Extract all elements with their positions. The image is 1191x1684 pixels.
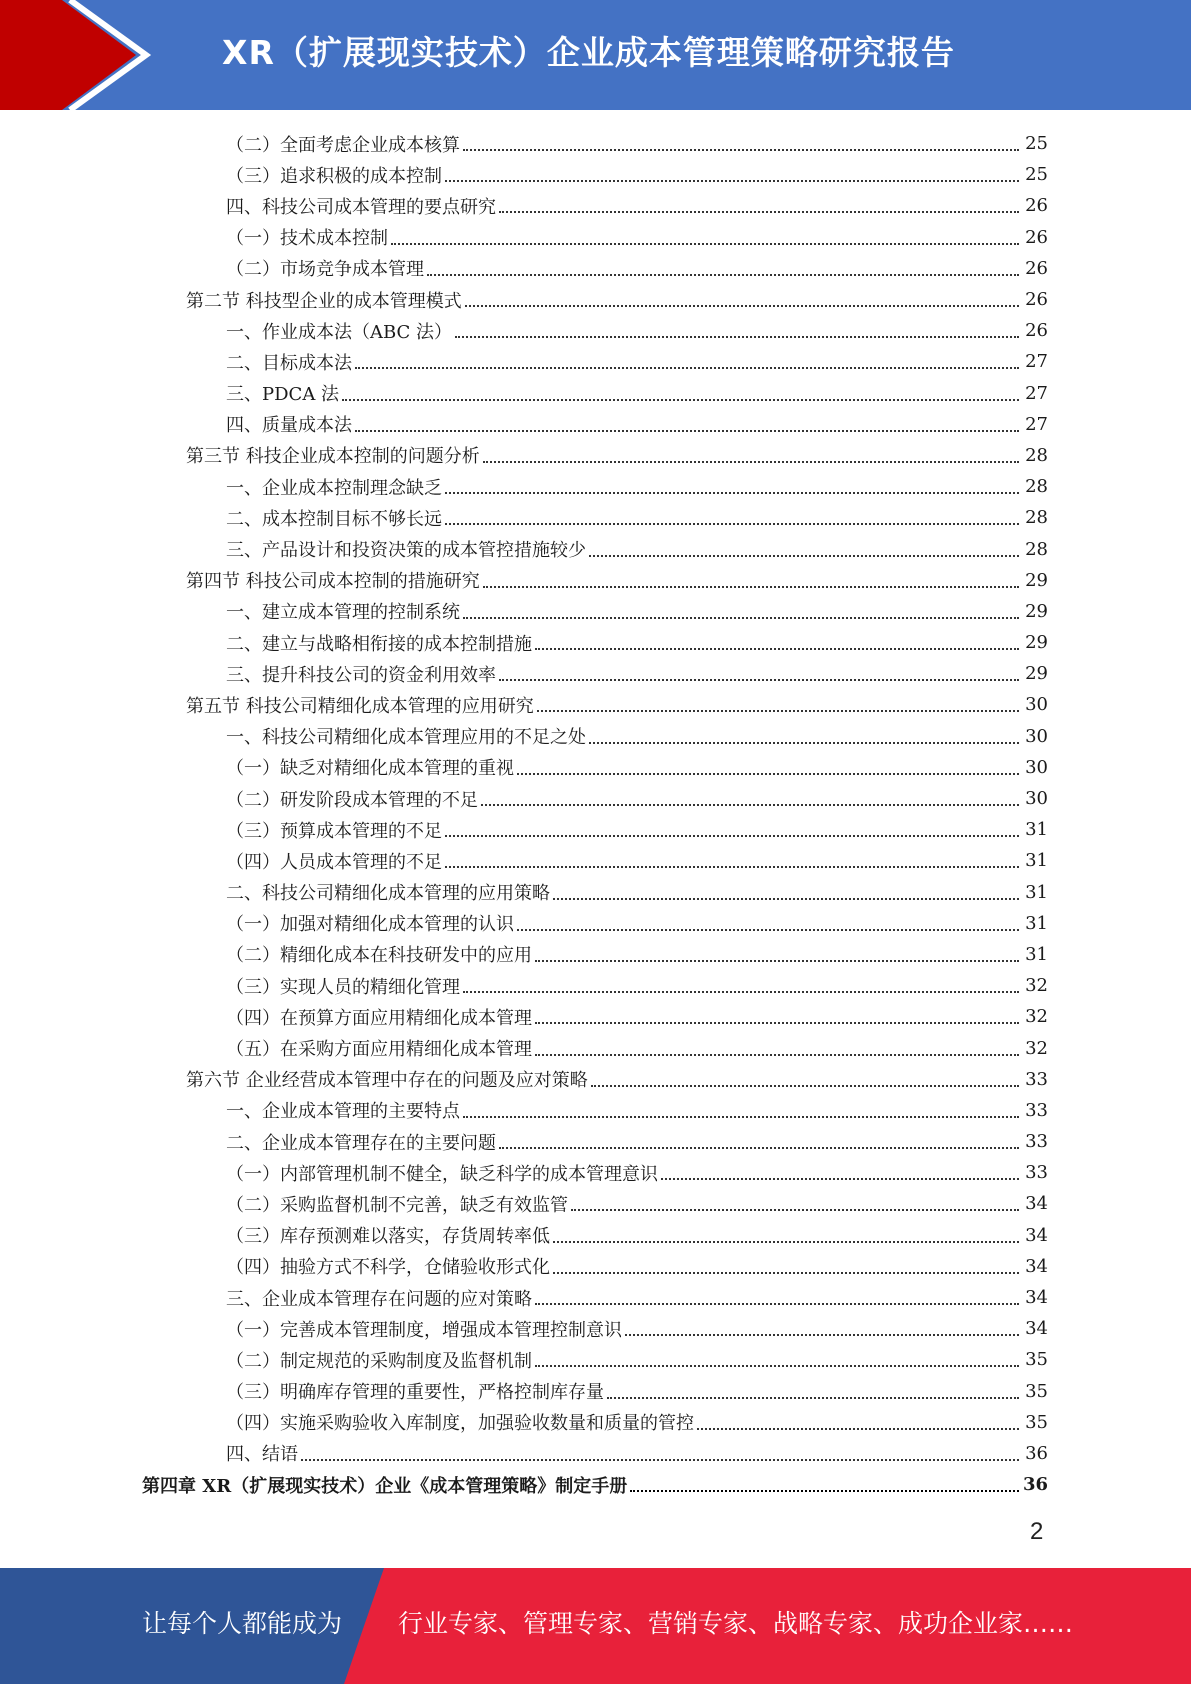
toc-entry-page: 34 xyxy=(1025,1318,1048,1340)
toc-entry-label: 二、目标成本法 xyxy=(226,352,352,374)
toc-entry-label: 一、企业成本控制理念缺乏 xyxy=(226,477,442,499)
toc-entry[interactable] xyxy=(0,190,1191,221)
toc-dot-leader xyxy=(535,1021,1019,1024)
toc-entry-page: 33 xyxy=(1025,1131,1048,1153)
toc-entry[interactable] xyxy=(0,1157,1191,1188)
toc-entry-label: 三、产品设计和投资决策的成本管控措施较少 xyxy=(226,540,586,562)
toc-entry[interactable] xyxy=(0,1376,1191,1407)
toc-entry-page: 26 xyxy=(1025,257,1048,279)
toc-dot-leader xyxy=(630,1489,1019,1492)
toc-entry-label: 第四节 科技公司成本控制的措施研究 xyxy=(186,571,480,593)
toc-entry-page: 34 xyxy=(1025,1287,1048,1309)
toc-entry-label: 三、提升科技公司的资金利用效率 xyxy=(226,664,496,686)
toc-entry-label: 二、建立与战略相衔接的成本控制措施 xyxy=(226,633,532,655)
toc-entry-label: 第四章 XR（扩展现实技术）企业《成本管理策略》制定手册 xyxy=(142,1475,628,1497)
toc-entry-label: 四、质量成本法 xyxy=(226,415,352,437)
toc-dot-leader xyxy=(445,491,1019,494)
toc-entry[interactable] xyxy=(0,1064,1191,1095)
toc-entry[interactable] xyxy=(0,877,1191,908)
toc-dot-leader xyxy=(589,554,1019,557)
toc-dot-leader xyxy=(445,865,1019,868)
toc-entry-page: 33 xyxy=(1025,1162,1048,1184)
table-of-contents xyxy=(0,128,1191,1500)
page-number: 2 xyxy=(1030,1518,1044,1545)
toc-dot-leader xyxy=(571,1208,1019,1211)
toc-entry-label: （二）精细化成本在科技研发中的应用 xyxy=(226,945,532,967)
toc-entry-page: 31 xyxy=(1025,819,1048,841)
toc-entry-label: 二、成本控制目标不够长远 xyxy=(226,508,442,530)
toc-entry[interactable] xyxy=(0,222,1191,253)
toc-entry-label: 一、企业成本管理的主要特点 xyxy=(226,1101,460,1123)
toc-entry-label: （一）完善成本管理制度，增强成本管理控制意识 xyxy=(226,1319,622,1341)
toc-dot-leader xyxy=(483,585,1019,588)
toc-entry-page: 28 xyxy=(1025,444,1048,466)
toc-entry-page: 34 xyxy=(1025,1193,1048,1215)
toc-entry[interactable] xyxy=(0,128,1191,159)
toc-entry-page: 35 xyxy=(1025,1349,1048,1371)
toc-entry-label: （三）追求积极的成本控制 xyxy=(226,165,442,187)
toc-entry-label: （四）实施采购验收入库制度，加强验收数量和质量的管控 xyxy=(226,1413,694,1435)
toc-entry[interactable] xyxy=(0,1407,1191,1438)
toc-dot-leader xyxy=(355,366,1019,369)
toc-dot-leader xyxy=(697,1427,1019,1430)
toc-entry-page: 27 xyxy=(1025,413,1048,435)
toc-dot-leader xyxy=(463,1115,1019,1118)
toc-entry-page: 36 xyxy=(1025,1442,1048,1464)
toc-entry[interactable] xyxy=(0,845,1191,876)
toc-dot-leader xyxy=(355,429,1019,432)
toc-entry[interactable] xyxy=(0,346,1191,377)
toc-entry-label: （四）人员成本管理的不足 xyxy=(226,851,442,873)
toc-entry-label: 四、科技公司成本管理的要点研究 xyxy=(226,196,496,218)
toc-dot-leader xyxy=(463,148,1019,151)
toc-entry-label: 第六节 企业经营成本管理中存在的问题及应对策略 xyxy=(186,1070,588,1092)
toc-dot-leader xyxy=(625,1333,1019,1336)
toc-entry-label: （三）预算成本管理的不足 xyxy=(226,820,442,842)
toc-entry[interactable] xyxy=(0,1220,1191,1251)
toc-dot-leader xyxy=(445,522,1019,525)
toc-dot-leader xyxy=(517,772,1019,775)
toc-entry-page: 32 xyxy=(1025,1006,1048,1028)
toc-entry-page: 29 xyxy=(1025,632,1048,654)
toc-entry[interactable] xyxy=(0,1126,1191,1157)
toc-entry[interactable] xyxy=(0,1095,1191,1126)
toc-entry-label: （二）研发阶段成本管理的不足 xyxy=(226,789,478,811)
toc-entry-page: 26 xyxy=(1025,289,1048,311)
toc-dot-leader xyxy=(535,647,1019,650)
toc-entry-label: （三）明确库存管理的重要性，严格控制库存量 xyxy=(226,1382,604,1404)
footer-slogan-right: 行业专家、管理专家、营销专家、战略专家、成功企业家…… xyxy=(398,1609,1074,1638)
page-footer xyxy=(0,1568,1191,1684)
toc-entry[interactable] xyxy=(0,689,1191,720)
toc-dot-leader xyxy=(463,616,1019,619)
toc-entry-label: （三）实现人员的精细化管理 xyxy=(226,976,460,998)
toc-entry-label: （四）在预算方面应用精细化成本管理 xyxy=(226,1007,532,1029)
toc-entry[interactable] xyxy=(0,596,1191,627)
toc-entry-label: 第三节 科技企业成本控制的问题分析 xyxy=(186,446,480,468)
toc-entry[interactable] xyxy=(0,409,1191,440)
toc-entry-label: （一）内部管理机制不健全，缺乏科学的成本管理意识 xyxy=(226,1163,658,1185)
toc-entry[interactable] xyxy=(0,1344,1191,1375)
toc-dot-leader xyxy=(517,928,1019,931)
toc-entry-page: 27 xyxy=(1025,351,1048,373)
toc-entry-page: 28 xyxy=(1025,507,1048,529)
toc-entry[interactable] xyxy=(0,1251,1191,1282)
report-title: XR（扩展现实技术）企业成本管理策略研究报告 xyxy=(222,33,955,72)
toc-dot-leader xyxy=(607,1396,1019,1399)
toc-entry[interactable] xyxy=(0,1188,1191,1219)
toc-entry-page: 28 xyxy=(1025,476,1048,498)
toc-entry-page: 30 xyxy=(1025,788,1048,810)
toc-entry-page: 30 xyxy=(1025,694,1048,716)
toc-entry[interactable] xyxy=(0,939,1191,970)
toc-dot-leader xyxy=(445,179,1019,182)
toc-entry-label: （二）全面考虑企业成本核算 xyxy=(226,134,460,156)
toc-entry-label: 一、作业成本法（ABC 法） xyxy=(226,321,453,343)
toc-dot-leader xyxy=(553,1271,1019,1274)
toc-entry[interactable] xyxy=(0,378,1191,409)
toc-dot-leader xyxy=(535,1364,1019,1367)
toc-entry[interactable] xyxy=(0,1469,1191,1500)
toc-entry[interactable] xyxy=(0,814,1191,845)
toc-entry-label: 四、结语 xyxy=(226,1444,298,1466)
toc-entry[interactable] xyxy=(0,471,1191,502)
toc-entry[interactable] xyxy=(0,565,1191,596)
toc-entry-label: 三、PDCA 法 xyxy=(226,384,340,406)
toc-entry-page: 29 xyxy=(1025,569,1048,591)
toc-entry-page: 31 xyxy=(1025,881,1048,903)
toc-entry-label: 二、企业成本管理存在的主要问题 xyxy=(226,1132,496,1154)
toc-entry-label: （一）缺乏对精细化成本管理的重视 xyxy=(226,758,514,780)
toc-entry[interactable] xyxy=(0,1032,1191,1063)
toc-entry-page: 36 xyxy=(1022,1474,1048,1496)
toc-dot-leader xyxy=(499,1146,1019,1149)
toc-entry[interactable] xyxy=(0,658,1191,689)
toc-entry-page: 25 xyxy=(1025,133,1048,155)
toc-entry[interactable] xyxy=(0,440,1191,471)
toc-entry-page: 32 xyxy=(1025,1037,1048,1059)
toc-entry[interactable] xyxy=(0,908,1191,939)
toc-dot-leader xyxy=(499,210,1019,213)
toc-entry-label: （四）抽验方式不科学，仓储验收形式化 xyxy=(226,1257,550,1279)
toc-entry-page: 35 xyxy=(1025,1411,1048,1433)
toc-entry-label: （一）技术成本控制 xyxy=(226,228,388,250)
toc-dot-leader xyxy=(427,273,1019,276)
toc-entry-page: 26 xyxy=(1025,226,1048,248)
toc-entry[interactable] xyxy=(0,284,1191,315)
toc-entry-page: 31 xyxy=(1025,943,1048,965)
toc-entry-label: （二）制定规范的采购制度及监督机制 xyxy=(226,1350,532,1372)
toc-entry-label: 二、科技公司精细化成本管理的应用策略 xyxy=(226,883,550,905)
toc-dot-leader xyxy=(391,242,1019,245)
toc-entry-page: 35 xyxy=(1025,1380,1048,1402)
toc-entry-page: 29 xyxy=(1025,663,1048,685)
toc-dot-leader xyxy=(535,959,1019,962)
toc-entry-page: 26 xyxy=(1025,195,1048,217)
toc-entry[interactable] xyxy=(0,752,1191,783)
page-header xyxy=(0,0,1191,110)
toc-entry-page: 30 xyxy=(1025,756,1048,778)
toc-entry[interactable] xyxy=(0,1001,1191,1032)
toc-entry[interactable] xyxy=(0,533,1191,564)
toc-entry-page: 33 xyxy=(1025,1099,1048,1121)
toc-entry-page: 33 xyxy=(1025,1068,1048,1090)
toc-entry[interactable] xyxy=(0,1313,1191,1344)
toc-dot-leader xyxy=(445,834,1019,837)
toc-dot-leader xyxy=(553,897,1019,900)
toc-entry-label: 三、企业成本管理存在问题的应对策略 xyxy=(226,1288,532,1310)
toc-entry-label: 一、建立成本管理的控制系统 xyxy=(226,602,460,624)
toc-dot-leader xyxy=(591,1084,1019,1087)
toc-entry-page: 31 xyxy=(1025,850,1048,872)
toc-dot-leader xyxy=(465,304,1019,307)
toc-entry-label: （一）加强对精细化成本管理的认识 xyxy=(226,914,514,936)
toc-dot-leader xyxy=(455,335,1019,338)
toc-entry-page: 31 xyxy=(1025,912,1048,934)
toc-entry-page: 25 xyxy=(1025,164,1048,186)
toc-entry[interactable] xyxy=(0,253,1191,284)
toc-entry-page: 27 xyxy=(1025,382,1048,404)
toc-dot-leader xyxy=(661,1177,1019,1180)
toc-dot-leader xyxy=(301,1458,1019,1461)
toc-entry-page: 32 xyxy=(1025,975,1048,997)
toc-dot-leader xyxy=(535,1302,1019,1305)
toc-entry-label: （三）库存预测难以落实，存货周转率低 xyxy=(226,1226,550,1248)
toc-dot-leader xyxy=(342,398,1019,401)
toc-entry-label: （五）在采购方面应用精细化成本管理 xyxy=(226,1039,532,1061)
toc-dot-leader xyxy=(537,709,1019,712)
toc-entry[interactable] xyxy=(0,502,1191,533)
toc-dot-leader xyxy=(483,460,1019,463)
toc-entry-label: 一、科技公司精细化成本管理应用的不足之处 xyxy=(226,727,586,749)
toc-dot-leader xyxy=(463,990,1019,993)
toc-dot-leader xyxy=(589,741,1019,744)
toc-entry[interactable] xyxy=(0,159,1191,190)
toc-entry[interactable] xyxy=(0,1438,1191,1469)
toc-entry-label: （二）采购监督机制不完善，缺乏有效监管 xyxy=(226,1194,568,1216)
toc-dot-leader xyxy=(481,803,1019,806)
toc-entry-page: 34 xyxy=(1025,1255,1048,1277)
toc-dot-leader xyxy=(499,678,1019,681)
toc-entry-label: 第二节 科技型企业的成本管理模式 xyxy=(186,290,462,312)
footer-slogan-left: 让每个人都能成为 xyxy=(142,1609,343,1638)
toc-dot-leader xyxy=(553,1240,1019,1243)
toc-entry-label: （二）市场竞争成本管理 xyxy=(226,259,424,281)
toc-entry[interactable] xyxy=(0,627,1191,658)
toc-entry[interactable] xyxy=(0,315,1191,346)
toc-entry-page: 34 xyxy=(1025,1224,1048,1246)
toc-dot-leader xyxy=(535,1053,1019,1056)
toc-entry[interactable] xyxy=(0,721,1191,752)
toc-entry-page: 30 xyxy=(1025,725,1048,747)
toc-entry-page: 28 xyxy=(1025,538,1048,560)
toc-entry-page: 29 xyxy=(1025,600,1048,622)
toc-entry-label: 第五节 科技公司精细化成本管理的应用研究 xyxy=(186,695,534,717)
toc-entry[interactable] xyxy=(0,970,1191,1001)
toc-entry[interactable] xyxy=(0,783,1191,814)
toc-entry-page: 26 xyxy=(1025,320,1048,342)
toc-entry[interactable] xyxy=(0,1282,1191,1313)
